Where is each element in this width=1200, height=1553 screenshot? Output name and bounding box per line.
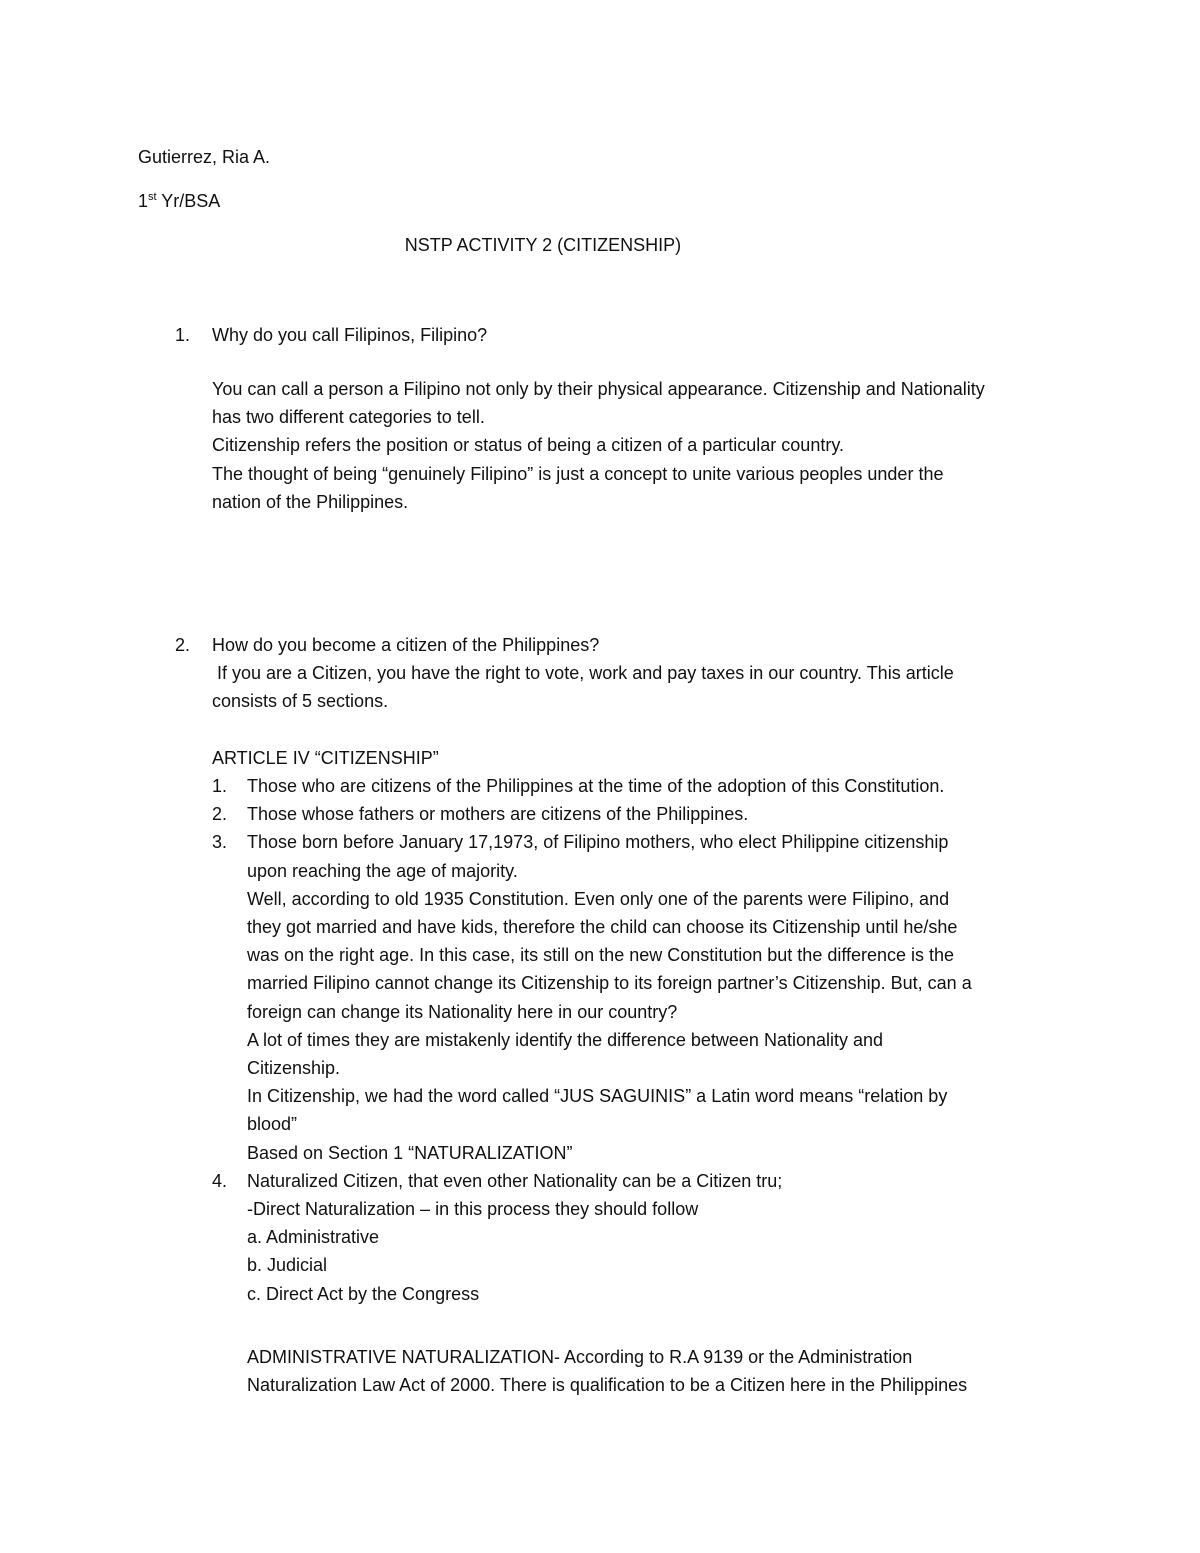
question-1-number: 1. (175, 325, 191, 345)
question-1 (175, 321, 488, 349)
article-item-line: Citizenship. (247, 1058, 341, 1079)
year-rest: Yr/BSA (156, 191, 221, 211)
article-item-4 (212, 1167, 1092, 1308)
article-item-number: 1. (212, 776, 228, 796)
article-item-line: b. Judicial (247, 1255, 328, 1276)
answer-1 (212, 375, 1072, 516)
article-item-line: married Filipino cannot change its Citizenship to its foreign partner’s Citizenship. But, can a (247, 973, 972, 994)
answer-1-line: has two different categories to tell. (212, 407, 485, 428)
article-item-line: -Direct Naturalization – in this process they should follow (247, 1199, 699, 1220)
article-item-line: Those who are citizens of the Philippines at the time of the adoption of this Constitution. (247, 776, 945, 796)
article-item-2 (212, 800, 1092, 828)
article-item-1 (212, 772, 1092, 800)
answer-1-line: You can call a person a Filipino not only by their physical appearance. Citizenship and Nationality (212, 379, 985, 399)
article-item-line: Naturalized Citizen, that even other Nationality can be a Citizen tru; (247, 1170, 783, 1191)
answer-1-line: The thought of being “genuinely Filipino” is just a concept to unite various peoples under the (212, 463, 944, 484)
year-course (138, 187, 220, 215)
administrative-naturalization (247, 1343, 967, 1399)
year-number: 1 (138, 191, 149, 211)
article-item-line: Well, according to old 1935 Constitution. Even only one of the parents were Filipino, and (247, 888, 950, 909)
article-item-line: a. Administrative (247, 1227, 380, 1248)
article-item-line: c. Direct Act by the Congress (247, 1283, 480, 1304)
article-list (212, 772, 1092, 1308)
article-item-line: was on the right age. In this case, its still on the new Constitution but the difference is the (247, 945, 955, 966)
answer-1-line: nation of the Philippines. (212, 491, 409, 512)
article-item-line: blood” (247, 1114, 298, 1135)
article-item-number: 3. (212, 832, 228, 853)
document-title: NSTP ACTIVITY 2 (CITIZENSHIP) (404, 235, 682, 255)
article-item-line: In Citizenship, we had the word called “JUS SAGUINIS” a Latin word means “relation by (247, 1086, 948, 1107)
answer-2-line: If you are a Citizen, you have the right to vote, work and pay taxes in our country. This article (212, 663, 954, 683)
question-2-number: 2. (175, 635, 191, 655)
question-2-text: How do you become a citizen of the Philippines? (212, 635, 600, 655)
answer-1-line: Citizenship refers the position or status of being a citizen of a particular country. (212, 435, 844, 456)
answer-2 (212, 659, 1072, 715)
article-item-line: upon reaching the age of majority. (247, 860, 518, 881)
answer-2-line: consists of 5 sections. (212, 691, 389, 712)
article-item-number: 4. (212, 1170, 228, 1191)
article-item-3 (212, 828, 1092, 1166)
article-item-line: A lot of times they are mistakenly identify the difference between Nationality and (247, 1029, 884, 1050)
article-item-line: foreign can change its Nationality here in our country? (247, 1001, 678, 1022)
question-2 (175, 631, 600, 659)
year-suffix: st (148, 191, 157, 203)
article-item-line: Those whose fathers or mothers are citizens of the Philippines. (247, 804, 749, 825)
question-1-text: Why do you call Filipinos, Filipino? (212, 325, 488, 345)
article-item-line: Based on Section 1 “NATURALIZATION” (247, 1142, 573, 1163)
article-heading: ARTICLE IV “CITIZENSHIP” (212, 748, 439, 768)
article-item-line: Those born before January 17,1973, of Filipino mothers, who elect Philippine citizenship (247, 832, 949, 853)
administrative-line: ADMINISTRATIVE NATURALIZATION- According to R.A 9139 or the Administration (247, 1347, 913, 1367)
student-name: Gutierrez, Ria A. (138, 147, 271, 167)
article-item-number: 2. (212, 804, 228, 825)
article-item-line: they got married and have kids, therefore the child can choose its Citizenship until he/she (247, 917, 958, 938)
administrative-line: Naturalization Law Act of 2000. There is qualification to be a Citizen here in the Philippines (247, 1375, 968, 1396)
